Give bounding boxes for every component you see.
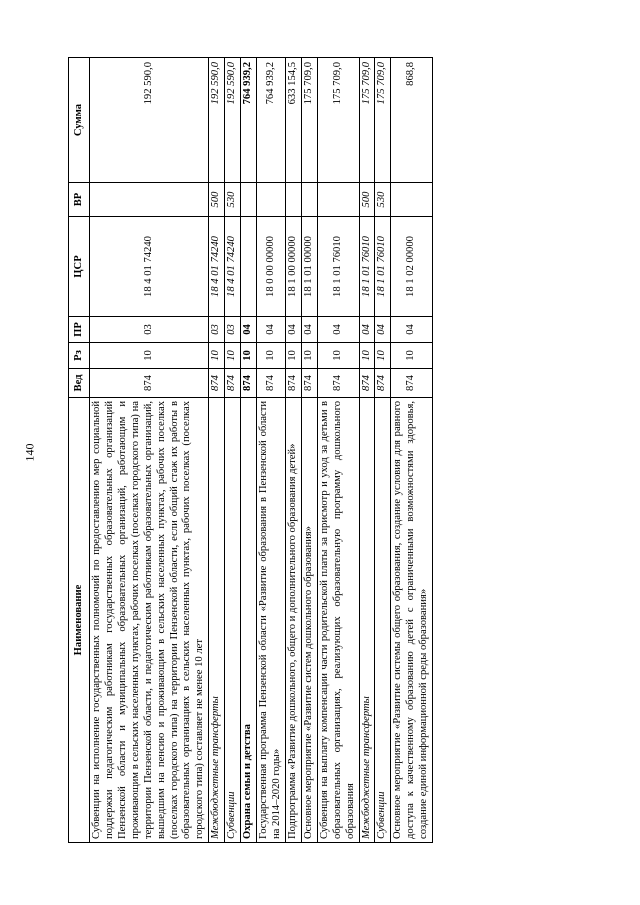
rotated-table-container — [68, 58, 500, 843]
row-ved: 874 — [301, 369, 317, 398]
row-csr: 18 4 01 74240 — [209, 217, 225, 317]
row-vr — [241, 183, 257, 217]
row-vr: 500 — [209, 183, 225, 217]
table-row — [317, 58, 359, 843]
row-vr — [391, 183, 433, 217]
row-name: Охрана семьи и детства — [241, 398, 257, 843]
header-rz: Рз — [69, 343, 90, 369]
row-pr: 04 — [285, 317, 301, 343]
row-rz: 10 — [241, 343, 257, 369]
table-row — [375, 58, 391, 843]
row-sum: 175 709,0 — [375, 58, 391, 183]
row-pr: 04 — [359, 317, 375, 343]
row-ved: 874 — [359, 369, 375, 398]
row-sum: 175 709,0 — [317, 58, 359, 183]
row-csr: 18 4 01 74240 — [90, 217, 209, 317]
row-vr: 530 — [375, 183, 391, 217]
row-ved: 874 — [241, 369, 257, 398]
row-name: Субвенции — [225, 398, 241, 843]
row-rz: 10 — [301, 343, 317, 369]
row-sum: 764 939,2 — [241, 58, 257, 183]
row-sum: 633 154,5 — [285, 58, 301, 183]
row-pr: 03 — [225, 317, 241, 343]
row-name: Субвенция на выплату компенсации части родительской платы за присмотр и уход за детьми в образовательных организациях, реализующих образовательную программу дошкольного образования — [317, 398, 359, 843]
row-sum: 192 590,0 — [225, 58, 241, 183]
row-sum: 764 939,2 — [257, 58, 286, 183]
row-pr: 04 — [241, 317, 257, 343]
row-csr: 18 1 01 76010 — [375, 217, 391, 317]
table-row — [90, 58, 209, 843]
row-name: Основное мероприятие «Развитие систем дошкольного образования» — [301, 398, 317, 843]
row-pr: 04 — [257, 317, 286, 343]
row-sum: 192 590,0 — [90, 58, 209, 183]
header-name: Наименование — [69, 398, 90, 843]
row-rz: 10 — [317, 343, 359, 369]
row-sum: 192 590,0 — [209, 58, 225, 183]
row-csr: 18 1 01 00000 — [301, 217, 317, 317]
row-vr — [285, 183, 301, 217]
row-rz: 10 — [209, 343, 225, 369]
row-ved: 874 — [90, 369, 209, 398]
header-ved: Вед — [69, 369, 90, 398]
row-rz: 10 — [375, 343, 391, 369]
page-number: 140 — [22, 443, 37, 462]
row-csr: 18 4 01 74240 — [225, 217, 241, 317]
row-pr: 04 — [317, 317, 359, 343]
row-pr: 04 — [375, 317, 391, 343]
table-row — [285, 58, 301, 843]
row-vr: 500 — [359, 183, 375, 217]
row-name: Субвенции — [375, 398, 391, 843]
budget-table — [68, 57, 433, 843]
table-row — [257, 58, 286, 843]
table-row — [241, 58, 257, 843]
row-vr — [317, 183, 359, 217]
table-row — [301, 58, 317, 843]
row-vr — [257, 183, 286, 217]
table-row — [391, 58, 433, 843]
row-pr: 03 — [209, 317, 225, 343]
table-row — [359, 58, 375, 843]
row-pr: 03 — [90, 317, 209, 343]
row-sum: 175 709,0 — [301, 58, 317, 183]
table-header-row — [69, 58, 90, 843]
row-ved: 874 — [257, 369, 286, 398]
row-sum: 175 709,0 — [359, 58, 375, 183]
row-ved: 874 — [225, 369, 241, 398]
row-csr — [241, 217, 257, 317]
header-vr: ВР — [69, 183, 90, 217]
row-rz: 10 — [359, 343, 375, 369]
row-csr: 18 1 01 76010 — [317, 217, 359, 317]
row-rz: 10 — [225, 343, 241, 369]
row-name: Субвенции на исполнение государственных полномочий по предоставлению мер социальной поддержки педагогическим работникам государственных образовательных организаций Пензенской области и муниципальных образовательных организаций, работающим и проживающим в сельских населенных пунктах, рабочих поселках (поселках городского типа) на территории Пензенской области, и педагогическим работникам образовательных организаций, вышедшим на пенсию и проживающим в сельских населенных пунктах, рабочих поселках (поселках городского типа) на территории Пензенской области, если общий стаж их работы в образовательных организациях в сельских населенных пунктах, рабочих поселках (поселках городского типа) составляет не менее 10 лет — [90, 398, 209, 843]
row-rz: 10 — [257, 343, 286, 369]
row-csr: 18 1 02 00000 — [391, 217, 433, 317]
table-row — [209, 58, 225, 843]
row-ved: 874 — [285, 369, 301, 398]
row-name: Основное мероприятие «Развитие системы общего образования, создание условия для равного доступа к качественному образованию детей с ограниченными возможностями здоровья, создание единой информационной среды образования» — [391, 398, 433, 843]
row-pr: 04 — [301, 317, 317, 343]
header-csr: ЦСР — [69, 217, 90, 317]
row-ved: 874 — [375, 369, 391, 398]
row-csr: 18 1 00 00000 — [285, 217, 301, 317]
row-vr — [301, 183, 317, 217]
row-pr: 04 — [391, 317, 433, 343]
row-name: Межбюджетные трансферты — [359, 398, 375, 843]
row-vr: 530 — [225, 183, 241, 217]
row-rz: 10 — [90, 343, 209, 369]
row-csr: 18 0 00 00000 — [257, 217, 286, 317]
row-ved: 874 — [391, 369, 433, 398]
row-rz: 10 — [285, 343, 301, 369]
header-pr: ПР — [69, 317, 90, 343]
row-name: Государственная программа Пензенской области «Развитие образования в Пензенской области на 2014–2020 годы» — [257, 398, 286, 843]
row-name: Подпрограмма «Развитие дошкольного, общего и дополнительного образования детей» — [285, 398, 301, 843]
row-rz: 10 — [391, 343, 433, 369]
header-sum: Сумма — [69, 58, 90, 183]
table-row — [225, 58, 241, 843]
row-csr: 18 1 01 76010 — [359, 217, 375, 317]
row-sum: 868,8 — [391, 58, 433, 183]
row-ved: 874 — [209, 369, 225, 398]
row-name: Межбюджетные трансферты — [209, 398, 225, 843]
row-ved: 874 — [317, 369, 359, 398]
row-vr — [90, 183, 209, 217]
